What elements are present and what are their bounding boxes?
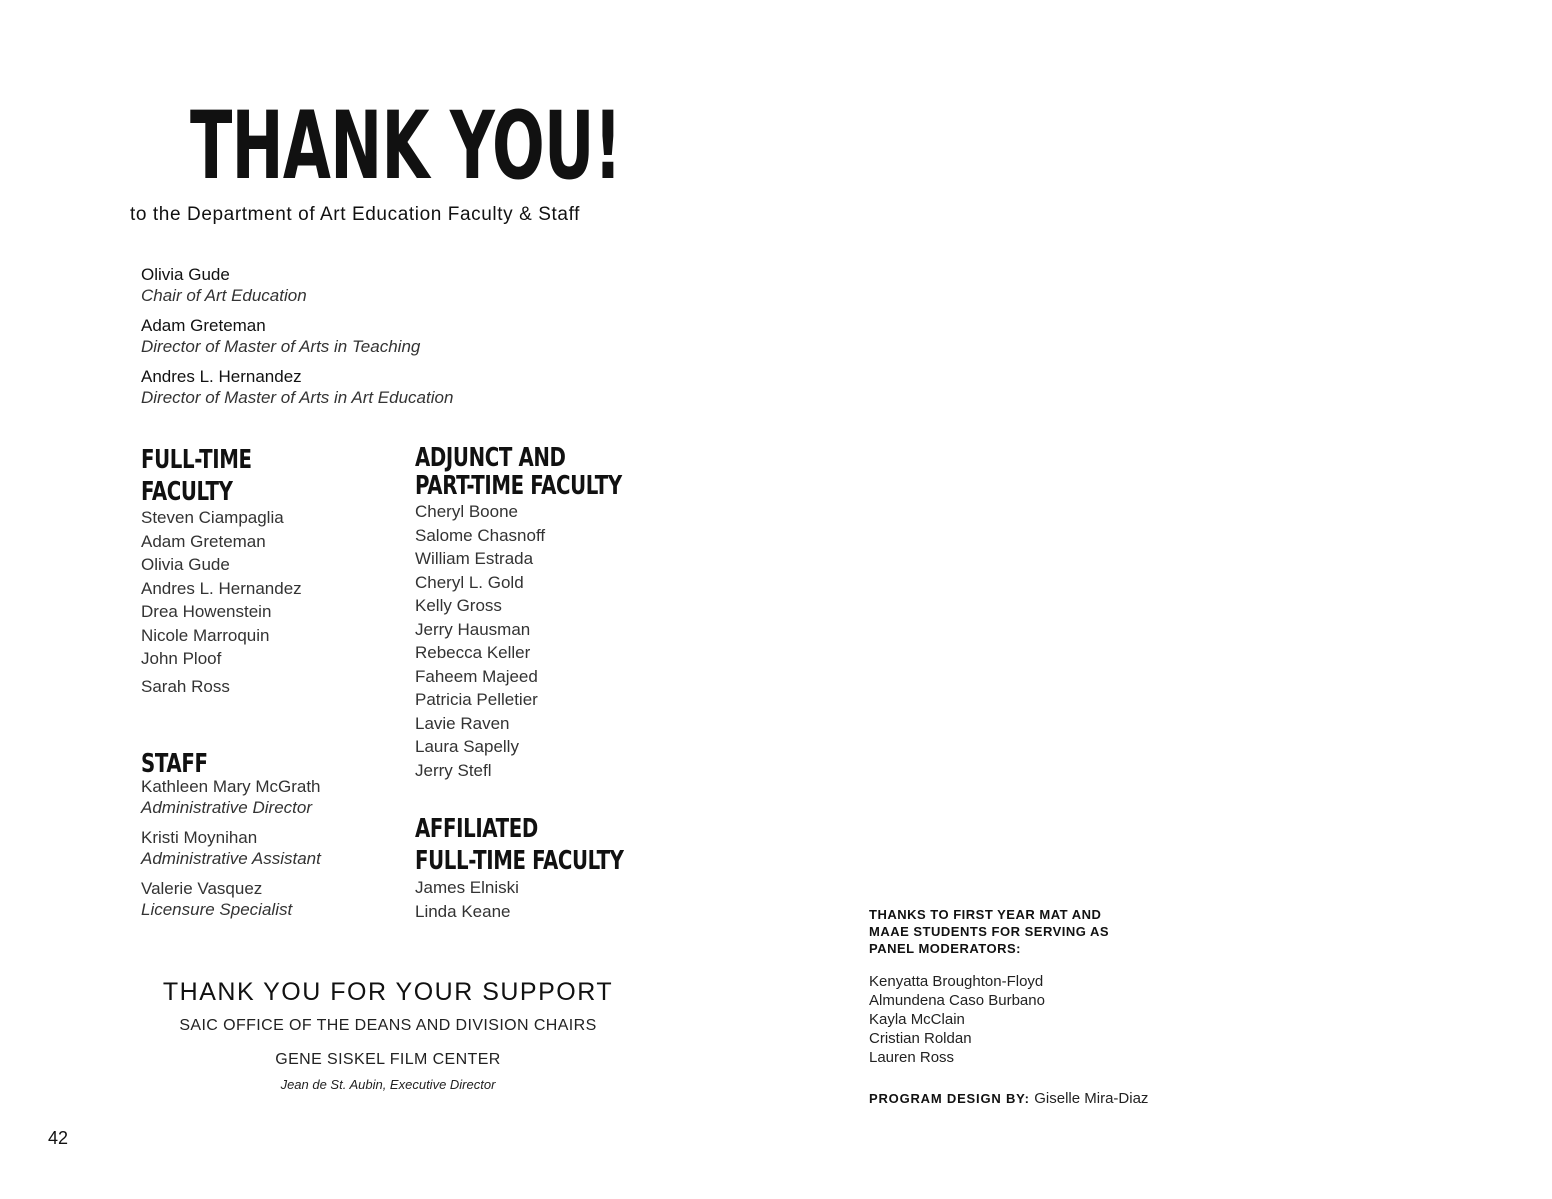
faculty-name: Nicole Marroquin <box>141 625 270 645</box>
faculty-name: Cheryl Boone <box>415 502 519 521</box>
full-time-faculty-list <box>141 506 302 698</box>
leader-name: Adam Greteman <box>141 316 266 335</box>
design-credit <box>869 1090 1148 1108</box>
faculty-name: Cheryl L. Gold <box>415 572 524 592</box>
moderators-heading: THANKS TO FIRST YEAR MAT AND MAAE STUDENTS FOR SERVING AS PANEL MODERATORS: <box>869 907 1110 956</box>
staff-item <box>141 776 321 818</box>
leadership-item <box>141 264 561 306</box>
faculty-name: William Estrada <box>415 549 534 568</box>
faculty-name: Adam Greteman <box>141 531 266 551</box>
support-line: GENE SISKEL FILM CENTER <box>275 1051 501 1068</box>
affiliated-faculty-heading <box>415 813 690 877</box>
heading-line: FULL-TIME FACULTY <box>415 846 624 876</box>
moderators-list <box>869 972 1045 1067</box>
adjunct-faculty-heading <box>415 444 687 500</box>
faculty-name: James Elniski <box>415 878 519 897</box>
moderator-name: Kayla McClain <box>869 1011 965 1028</box>
heading-line: ADJUNCT AND <box>415 443 566 473</box>
leadership-item <box>141 315 561 357</box>
leader-role: Director of Master of Arts in Teaching <box>141 337 421 356</box>
leader-role: Chair of Art Education <box>141 286 307 305</box>
staff-list <box>141 776 321 929</box>
leader-name: Andres L. Hernandez <box>141 367 302 386</box>
moderator-name: Almundena Caso Burbano <box>869 992 1045 1009</box>
faculty-name: Laura Sapelly <box>415 737 519 756</box>
leader-name: Olivia Gude <box>141 265 230 284</box>
staff-role: Licensure Specialist <box>141 900 293 919</box>
page-number: 42 <box>48 1128 69 1148</box>
staff-name: Kristi Moynihan <box>141 828 258 847</box>
support-section <box>130 978 646 1092</box>
full-time-faculty-heading <box>141 444 287 508</box>
affiliated-faculty-list <box>415 876 519 923</box>
adjunct-faculty-list <box>415 500 545 782</box>
page-subtitle: to the Department of Art Education Faculty & Staff <box>130 204 580 225</box>
faculty-name: Sarah Ross <box>141 676 230 696</box>
moderator-name: Lauren Ross <box>869 1049 955 1066</box>
faculty-name: Patricia Pelletier <box>415 690 538 709</box>
faculty-name: Kelly Gross <box>415 596 502 615</box>
faculty-name: Andres L. Hernandez <box>141 578 302 598</box>
staff-item <box>141 827 321 869</box>
moderator-name: Cristian Roldan <box>869 1030 972 1047</box>
faculty-name: Linda Keane <box>415 901 511 921</box>
leader-role: Director of Master of Arts in Art Education <box>141 388 454 407</box>
heading-line: STAFF <box>141 749 208 779</box>
faculty-name: Jerry Stefl <box>415 760 492 780</box>
moderator-name: Kenyatta Broughton-Floyd <box>869 973 1044 990</box>
heading-line: PART-TIME FACULTY <box>415 471 622 501</box>
heading-line: FULL-TIME <box>141 445 252 475</box>
faculty-name: Salome Chasnoff <box>415 525 546 545</box>
leadership-list <box>141 264 561 417</box>
heading-line: FACULTY <box>141 477 233 507</box>
staff-role: Administrative Director <box>141 798 312 817</box>
faculty-name: Faheem Majeed <box>415 666 538 686</box>
faculty-name: Lavie Raven <box>415 713 510 733</box>
faculty-name: Olivia Gude <box>141 555 230 574</box>
support-line: SAIC OFFICE OF THE DEANS AND DIVISION CHAIRS <box>179 1017 597 1034</box>
faculty-name: Steven Ciampaglia <box>141 508 284 527</box>
page-title: THANK YOU! <box>190 92 622 201</box>
faculty-name: Drea Howenstein <box>141 602 272 621</box>
staff-role: Administrative Assistant <box>141 849 321 868</box>
faculty-name: Jerry Hausman <box>415 619 531 639</box>
staff-item <box>141 878 321 920</box>
design-credit-label: PROGRAM DESIGN BY: <box>869 1091 1030 1106</box>
heading-line: AFFILIATED <box>415 814 538 844</box>
staff-name: Kathleen Mary McGrath <box>141 777 321 796</box>
support-title: THANK YOU FOR YOUR SUPPORT <box>162 978 614 1006</box>
faculty-name: John Ploof <box>141 649 222 668</box>
faculty-name: Rebecca Keller <box>415 643 531 662</box>
design-credit-value: Giselle Mira-Diaz <box>1034 1090 1149 1107</box>
leadership-item <box>141 366 561 408</box>
staff-name: Valerie Vasquez <box>141 879 263 898</box>
support-credit: Jean de St. Aubin, Executive Director <box>280 1077 496 1092</box>
